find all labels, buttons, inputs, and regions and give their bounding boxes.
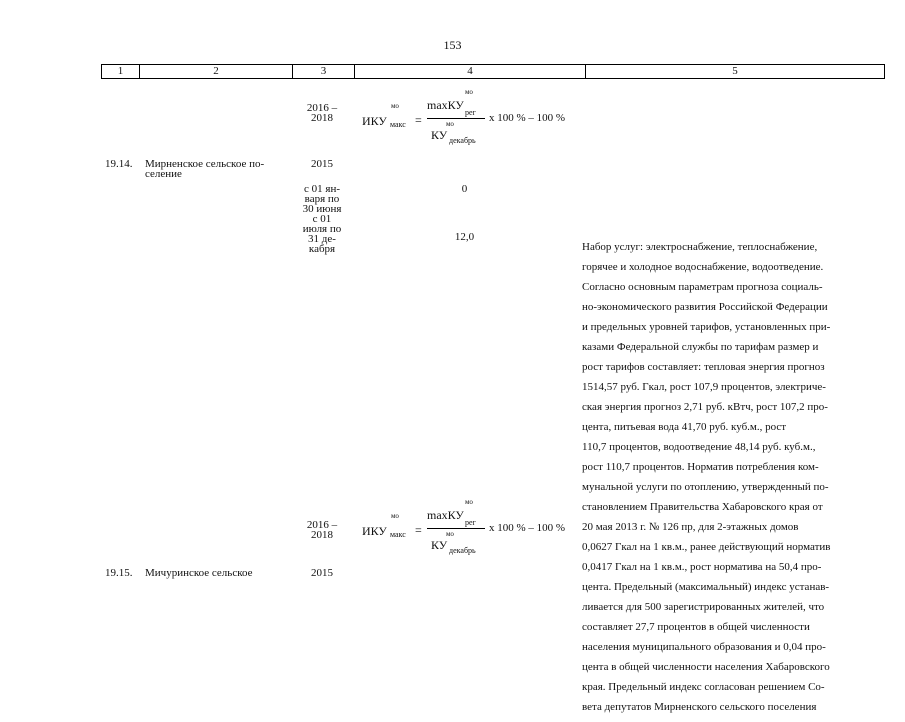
formula <box>357 88 592 146</box>
description <box>582 232 879 722</box>
description-line: горячее и холодное водоснабжение, водоотведение. <box>582 261 824 273</box>
description-line: цента в общей численности населения Хабаровского <box>582 661 830 673</box>
description-line: ская энергия прогноз 2,71 руб. кВтч, рост 107,2 про- <box>582 401 828 413</box>
description-line: становлением Правительства Хабаровского края от <box>582 501 823 513</box>
formula-den-sup: мо <box>446 120 454 128</box>
description-line: 0,0417 Гкал на 1 кв.м., рост норматива на 50,4 про- <box>582 561 822 573</box>
formula-lhs: ИКУ <box>362 524 387 538</box>
period-cell: с 01 июля по 31 де- кабря <box>302 213 342 255</box>
formula-denominator: КУ <box>431 128 448 142</box>
description-line: мунальной услуги по отоплению, утвержденный по- <box>582 481 829 493</box>
description-line: цента, питьевая вода 41,70 руб. куб.м., рост <box>582 421 787 433</box>
formula-lhs-sup: мо <box>391 102 399 110</box>
description-line: ливается для 500 зарегистрированных жителей, что <box>582 601 825 613</box>
formula-lhs-sub: макс <box>390 530 406 539</box>
fraction-bar <box>427 528 485 529</box>
formula <box>357 498 592 556</box>
column-header-5: 5 <box>732 65 738 77</box>
description-line: рост тарифов составляет: тепловая энергия прогноз <box>582 361 825 373</box>
year-cell: 2015 <box>311 158 333 170</box>
description-line: 1514,57 руб. Гкал, рост 107,9 процентов, электриче- <box>582 381 826 393</box>
description-line: рост 110,7 процентов. Норматив потребления ком- <box>582 461 819 473</box>
formula-denominator: КУ <box>431 538 448 552</box>
period-cell: 2016 – 2018 <box>306 519 338 541</box>
description-line: составляет 27,7 процентов в общей численности <box>582 621 810 633</box>
formula-numerator: maxКУ <box>427 508 464 522</box>
column-header-4: 4 <box>355 65 586 78</box>
formula-num-sub: рег <box>465 108 476 117</box>
formula-lhs-sub: макс <box>390 120 406 129</box>
settlement-name: Мичуринское сельское <box>145 567 253 579</box>
formula-equals: = <box>415 113 422 127</box>
description-line: края. Предельный индекс согласован решением Со- <box>582 681 825 693</box>
table-header <box>101 64 885 79</box>
column-header-3: 3 <box>293 65 355 78</box>
formula-equals: = <box>415 523 422 537</box>
description-line: Согласно основным параметрам прогноза социаль- <box>582 281 823 293</box>
formula-tail: х 100 % – 100 % <box>489 522 566 534</box>
column-header-1: 1 <box>102 65 140 78</box>
page-number: 153 <box>443 38 462 52</box>
index-value: 0 <box>461 183 468 195</box>
period-cell: 2016 – 2018 <box>306 102 338 124</box>
description-line: вета депутатов Мирненского сельского поселения <box>582 701 817 713</box>
row-number: 19.15. <box>105 567 133 579</box>
description-line: казами Федеральной службы по тарифам размер и <box>582 341 819 353</box>
formula-tail: х 100 % – 100 % <box>489 112 566 124</box>
formula-num-sub: рег <box>465 518 476 527</box>
year-cell: 2015 <box>311 567 333 579</box>
description-line: населения муниципального образования и 0,04 про- <box>582 641 826 653</box>
formula-den-sup: мо <box>446 530 454 538</box>
formula-numerator: maxКУ <box>427 98 464 112</box>
description-line: цента. Предельный (максимальный) индекс устанав- <box>582 581 830 593</box>
formula-num-sup: мо <box>465 88 473 96</box>
column-header-2: 2 <box>140 65 293 78</box>
description-line: но-экономического развития Российской Федерации <box>582 301 828 313</box>
description-line: 0,0627 Гкал на 1 кв.м., ранее действующий норматив <box>582 541 831 553</box>
formula-num-sup: мо <box>465 498 473 506</box>
formula-den-sub: декабрь <box>449 546 476 555</box>
formula-lhs-sup: мо <box>391 512 399 520</box>
settlement-name: Мирненское сельское по- селение <box>145 158 265 180</box>
formula-den-sub: декабрь <box>449 136 476 145</box>
fraction-bar <box>427 118 485 119</box>
formula-lhs: ИКУ <box>362 114 387 128</box>
period-cell: с 01 ян- варя по 30 июня <box>302 183 342 215</box>
description-line: Набор услуг: электроснабжение, теплоснабжение, <box>582 241 818 253</box>
description-line: 110,7 процентов, водоотведение 48,14 руб. куб.м., <box>582 441 816 453</box>
description-line: и предельных уровней тарифов, установленных при- <box>582 321 831 333</box>
index-value: 12,0 <box>454 231 475 243</box>
description-line: 20 мая 2013 г. № 126 пр, для 2-этажных домов <box>582 521 799 533</box>
row-number: 19.14. <box>105 158 133 170</box>
